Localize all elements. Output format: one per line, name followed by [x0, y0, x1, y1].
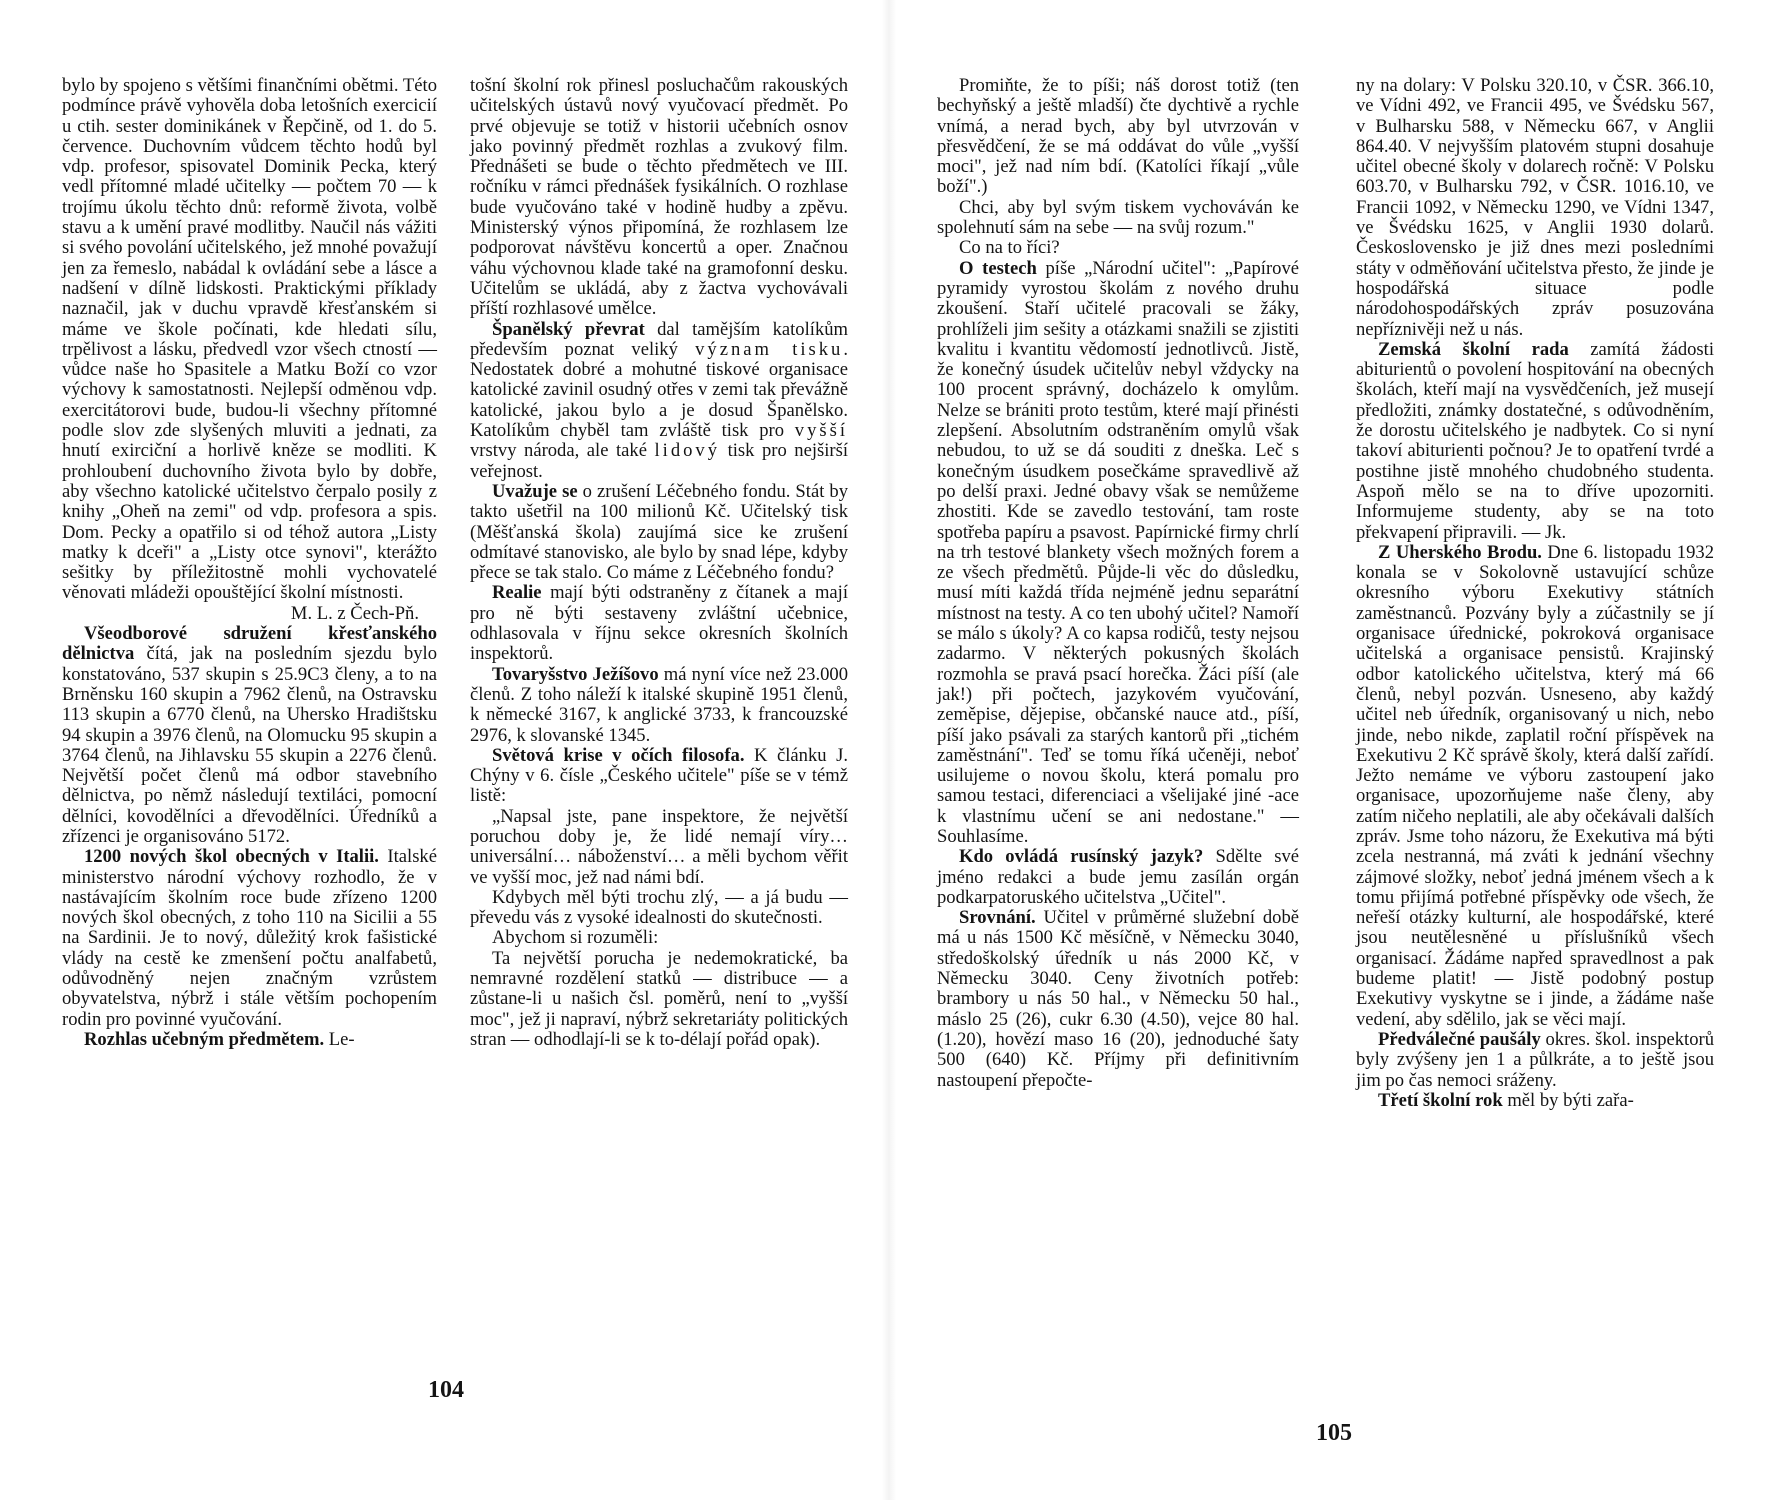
article-text: . Nedostatek dobré a mohutné tiskové organisace katolické zavinil osudný otřes v zemi tak převážně katolické, jakou bylo a je dosud Španělsko. Katolíkům chyběl tam zvláště tisk pro [470, 338, 849, 442]
article-text: měl by býti zařa- [1502, 1089, 1634, 1111]
article-heading: Kdo ovládá rusínský jazyk? [959, 846, 1204, 868]
spaced-emphasis: vyšší [794, 420, 848, 442]
quoted-paragraph: Promiňte, že to píši; náš dorost totiž (ten bechyňský a ještě mladší) čte dychtivě a rychle vnímá, a nerad bych, aby byl utvrzován v přesvědčení, že se má oddávat do vůle „vyšší moci", jež nad ním bdí. (Katolíci říkají „vůle boží".) [937, 75, 1299, 198]
article-paragraph [470, 665, 848, 746]
article-paragraph [937, 908, 1299, 1091]
quoted-paragraph: „Napsal jste, pane inspektore, že největší poruchou doby je, že lidé nemají víry… universální… náboženství… a měli bychom věřit ve vyšší moc, jež nad námi bdí. [470, 805, 848, 888]
article-paragraph [937, 847, 1299, 908]
article-paragraph: Co na to říci? [959, 237, 1060, 259]
author-signature: M. L. z Čech-Pň. [290, 602, 419, 624]
article-heading: Třetí školní rok [1378, 1089, 1503, 1111]
article-heading: Zemská školní rada [1378, 338, 1569, 360]
article-text: Le- [324, 1028, 355, 1050]
article-text: mají býti odstraněny z čítanek a mají pro ně býti sestaveny zvláštní učebnice, odhlasovala v říjnu sekce okresních školních inspektorů. [470, 582, 848, 665]
article-heading: Španělský převrat [492, 318, 645, 340]
right-page-column-2 [1356, 76, 1714, 1111]
article-heading: Srovnání. [959, 907, 1036, 929]
article-text: zamítá žádosti abiturientů o povolení hospitování na obecných školách, kteří mají na vysvědčeních, jež musejí předložiti, známky dostatečné, s odůvodněním, že dorostu učitelského je nadbytek. Co si nyní takoví abiturienti počnou? Je to opatření tvrdé a postihne jistě mnohého chudobného studenta. Aspoň mělo se na to dříve upozorniti. Informujeme studenty, aby se na toto překvapení připravili. — Jk. [1356, 338, 1714, 543]
article-heading: Všeodborové sdružení křesťanského dělnictva [62, 623, 437, 665]
article-text: Učitel v průměrné služební době má u nás 1500 Kč měsíčně, v Německu 3040, středoškolský úředník u nás 2000 Kč, v Německu 3040. Ceny životních potřeb: brambory u nás 50 hal., v Německu 50 hal., máslo 25 (26), cukr 6.30 (4.50), vejce 80 hal. (1.20), hovězí maso 16 (20), jednoduché šaty 500 (640) Kč. Příjmy při definitivním nastoupení přepočte- [937, 907, 1299, 1091]
left-page-column-2 [470, 76, 848, 1050]
article-heading: Realie [492, 582, 542, 604]
article-paragraph [470, 746, 848, 807]
article-paragraph: ny na dolary: V Polsku 320.10, v ČSR. 366.10, ve Vídni 492, ve Francii 495, ve Švédsku 567, v Bulharsku 588, v Německu 667, v Anglii 864.40. V nejvyšším platovém stupni dosahuje učitel obecné školy v dolarech ročně: V Polsku 603.70, v Bulharsku 792, v ČSR. 1016.10, ve Francii 1092, v Německu 1290, ve Vídni 1347, ve Švédsku 1625, v Anglii 1930 dolarů. Československo je již dnes mezi posledními státy v odměňování učitelstva přesto, že jinde je hospodářská situace podle národohospodářských zpráv posuzována nepříznivěji než u nás. [1356, 75, 1714, 340]
article-paragraph: bylo by spojeno s většími finančními obětmi. Této podmínce právě vyhověla doba letošních exercicií u ctih. sester dominikánek v Řepčině, od 1. do 5. července. Duchovním vůdcem těchto hodů byl vdp. profesor, spisovatel Dominik Pecka, který vedl přítomné mladé učitelky — počtem 70 — k trojímu úkolu těchto dnů: reformě života, volbě stavu a k umění pravé modlitby. Naučil nás vážiti si svého povolání učitelského, jež mnohé považují jen za řemeslo, nabádal k ovládání sebe a lásce a nadšení v dílně lidskosti. Praktickými příklady naznačil, jak v duchu vpravdě křesťanském si máme ve škole počínati, kde hledati sílu, trpělivost a lásku, předvedl vzor všech ctností — vůdce naše ho Spasitele a Matku Boží co vzor výchovy k samostatnosti. Nejlepší odměnou vdp. exercitátorovi bude, budou-li všechny přítomné podle slov zde slyšených mluviti a jednati, za hnutí exirciční a horlivě kněze se modliti. K prohloubení duchovního života bylo by dobře, aby všechno katolické učitelstvo čerpalo posily z knihy „Oheň na zemi" od vdp. profesora a spis. Dom. Pecky a opatřilo si od téhož autora „Listy matky k dceři" a „Listy otce synovi", kterážto sešitky by příležitostně mohli vychovatelé věnovati mládeži opouštějící školní místnosti. [62, 75, 437, 604]
article-paragraph [62, 847, 437, 1030]
article-paragraph [1356, 1091, 1714, 1111]
quoted-paragraph: Ta největší porucha je nedemokratické, ba nemravné rozdělení statků — distribuce — a zůstane-li u našich čsl. poměrů, není to „vyšší moc", jež ji napraví, nýbrž sekretariáty politických stran — odhodlají-li se k to-délají pořád opak). [470, 947, 848, 1050]
article-paragraph [937, 259, 1299, 848]
spaced-emphasis: význam tisku [695, 338, 844, 360]
article-text: dal tamějším katolíkům především poznat veliký [470, 318, 848, 360]
quoted-paragraph: Kdybych měl býti trochu zlý, — a já budu — převedu vás z vysoké idealnosti do skutečnosti. [470, 886, 848, 929]
article-text: okres. škol. inspektorů byly zvýšeny jen 1 a půlkráte, a to ještě jsou jim po čas nemoci sráženy. [1356, 1028, 1714, 1091]
article-paragraph: tošní školní rok přinesl posluchačům rakouských učitelských ústavů nový vyučovací předmět. Po prvé objevuje se totiž v historii učebních osnov jako povinný předmět rozhlas a zvukový film. Přednášeti se bude o těchto předmětech ve III. ročníku v rámci přednášek fysikálních. O rozhlase bude vyučováno také v hodině hudby a zpěvu. Ministerský výnos připomíná, že rozhlasem lze podporovat návštěvu koncertů a oper. Značnou váhu výchovnou klade také na gramofonní desku. Učitelům se ukládá, aby z žactva vychovávali příští rozhlasové umělce. [470, 75, 848, 320]
article-heading: Z Uherského Brodu. [1378, 541, 1542, 563]
article-text: Italské ministerstvo národní výchovy rozhodlo, že v nastávajícím školním roce bude zřízeno 1200 nových škol obecných, z toho 110 na Sicilii a 55 na Sardinii. Je to nový, důležitý krok fašistické vlády na cestě ke zmenšení počtu analfabetů, odůvodněný nejen značným vzrůstem obyvatelstva, nýbrž i stále větším pochopením rodin pro povinné vyučování. [62, 846, 437, 1030]
article-paragraph [470, 482, 848, 583]
article-text: čítá, jak na posledním sjezdu bylo konstatováno, 537 skupin s 25.9C3 členy, a to na Brněnsku 160 skupin a 7962 členů, na Ostravsku 113 skupin a 6770 členů, na Uhersko Hradištsku 94 skupin a 3976 členů, na Olomucku 95 skupin a 3764 členů, na Jihlavsku 55 skupin a 2276 členů. Největší počet členů má odbor stavebního dělnictva, po němž následují textiláci, pomocní dělníci, kovodělníci a dřevodělníci. Úředníků a zřízenci je organisováno 5172. [62, 643, 437, 847]
article-heading: testech [982, 257, 1037, 279]
article-text: Dne 6. listopadu 1932 konala se v Sokolovně ustavující schůze okresního výboru Exekutivy státních zaměstnanců. Pozvány byly a zúčastnily se jí organisace úřednické, pokroková organisace učitelská a organisace pensistů. Krajinský odbor katolického učitelstva, který má 66 členů, nebyl pozván. Usneseno, aby každý učitel neb úředník, organisovaný u nich, nebo jinde, nebo nikde, zaplatil roční příspěvek na Exekutivu 2 Kč správě školy, která další zařídí. Ježto nemáme ve výboru zastoupení jako organisace, upozorňujeme naše členy, aby zatím ničeho neplatili, ale aby očekávali dalších zpráv. Jsme toho názoru, že Exekutiva má býti zcela nestranná, má zváti k jednání všechny zájmové složky, neboť jedná jménem všech a k tomu přijímá potřebné příspěvky ode všech, že neřeší otázky kulturní, ale hospodářské, které jsou neutělesněné u příslušníků všech organisací. Žádáme napřed spravedlnost a pak budeme platit! — Jistě podobný postup Exekutivy vyskytne se i jinde, a žádáme naše vedení, aby sdělilo, jak se věci mají. [1356, 541, 1714, 1030]
article-paragraph [62, 624, 437, 847]
article-paragraph [1356, 1030, 1714, 1091]
right-page-column-1 [937, 76, 1299, 1091]
article-paragraph [1356, 543, 1714, 1030]
article-paragraph [1356, 340, 1714, 543]
article-text: Sdělte své jméno redakci a bude jemu zasílán orgán podkarpatoruského učitelstva „Učitel". [937, 846, 1299, 908]
article-text: o zrušení Léčebného fondu. Stát by takto ušetřil na 100 milionů Kč. Učitelský tisk (Měšťanská škola) zaujímá sice ke zrušení odmítavé stanovisko, ale bylo by snad lépe, kdyby přece se tak stalo. Co máme z Léčebného fondu? [470, 480, 849, 584]
article-heading: Tovaryšstvo Ježíšovo [492, 663, 659, 685]
article-heading: Rozhlas učebným předmětem. [84, 1028, 325, 1050]
article-paragraph [470, 583, 848, 664]
page-number: 104 [428, 1377, 464, 1403]
right-page [889, 0, 1778, 1500]
article-text: vrstvy národa, ale také [470, 440, 655, 462]
article-text: K článku J. Chýny v 6. čísle „Českého učitele" píše se v témž listě: [470, 744, 848, 807]
article-heading: Předválečné paušály [1378, 1028, 1541, 1050]
article-paragraph [470, 320, 848, 482]
article-text: píše „Národní učitel": „Papírové pyramidy vyrostou školám z nového druhu zkoušení. Staří učitelé pracovali se žáky, prohlíželi jim sešity a otázkami snažili se zjistiti kvalitu i kvantitu vědomostí jednotlivců. Jistě, že konečný úsudek učitelův nebyl vždycky na 100 procent správný, docházelo k omylům. Nelze se brániti proto testům, které mají přinésti zlepšení. Absolutním odstraněním omylů však nebudou, to už se dá souditi z dneška. Leč s konečným úsudkem posečkáme spravedlivě až po delší praxi. Jedné obavy však se nemůžeme zhostiti. Kde se zavedlo testování, tam roste spotřeba papíru a psavost. Papírnické firmy chrlí na trh testové blankety všech možných forem a ze všech předmětů. Půjde-li věc do důsledku, musí míti každá třída nejméně jednu separátní místnost na testy. A co ten ubohý učitel? Namoří se málo s úkoly? A co kapsa rodičů, testy nejsou zadarmo. V některých pokusných školách rozmohla se pravá psací horečka. Žáci píší (ale jak!) při počtech, jazykovém vyučování, zeměpise, dějepise, občanské nauce atd., píší, píší jako psávali za starých kantorů při „tichém zaměstnání". Teď se tomu říká učeněji, neboť usilujeme o novou školu, která pomalu pro samou testaci, diferenciaci a všelijaké jiné -ace k vlastnímu učení se ani nedostane." — Souhlasíme. [937, 257, 1299, 847]
article-heading: 1200 nových škol obecných v Italii. [84, 846, 379, 868]
quoted-paragraph: Abychom si rozuměli: [492, 927, 659, 949]
page-number: 105 [1316, 1420, 1352, 1446]
article-heading-prefix: O [959, 257, 983, 279]
left-page-column-1 [62, 76, 437, 1050]
quoted-paragraph: Chci, aby byl svým tiskem vychováván ke spolehnutí sám na sebe — na svůj rozum." [937, 196, 1299, 239]
article-text: tisk pro nejširší veřejnost. [470, 440, 848, 482]
article-heading: Světová krise v očích filosofa. [492, 744, 745, 766]
spaced-emphasis: lidový [654, 440, 721, 462]
article-text: má nyní více než 23.000 členů. Z toho náleží k italské skupině 1951 členů, k německé 3167, k anglické 3733, k francouzské 2976, k slovanské 1345. [470, 663, 849, 746]
article-heading: Uvažuje se [492, 480, 578, 502]
article-paragraph [62, 1030, 437, 1050]
